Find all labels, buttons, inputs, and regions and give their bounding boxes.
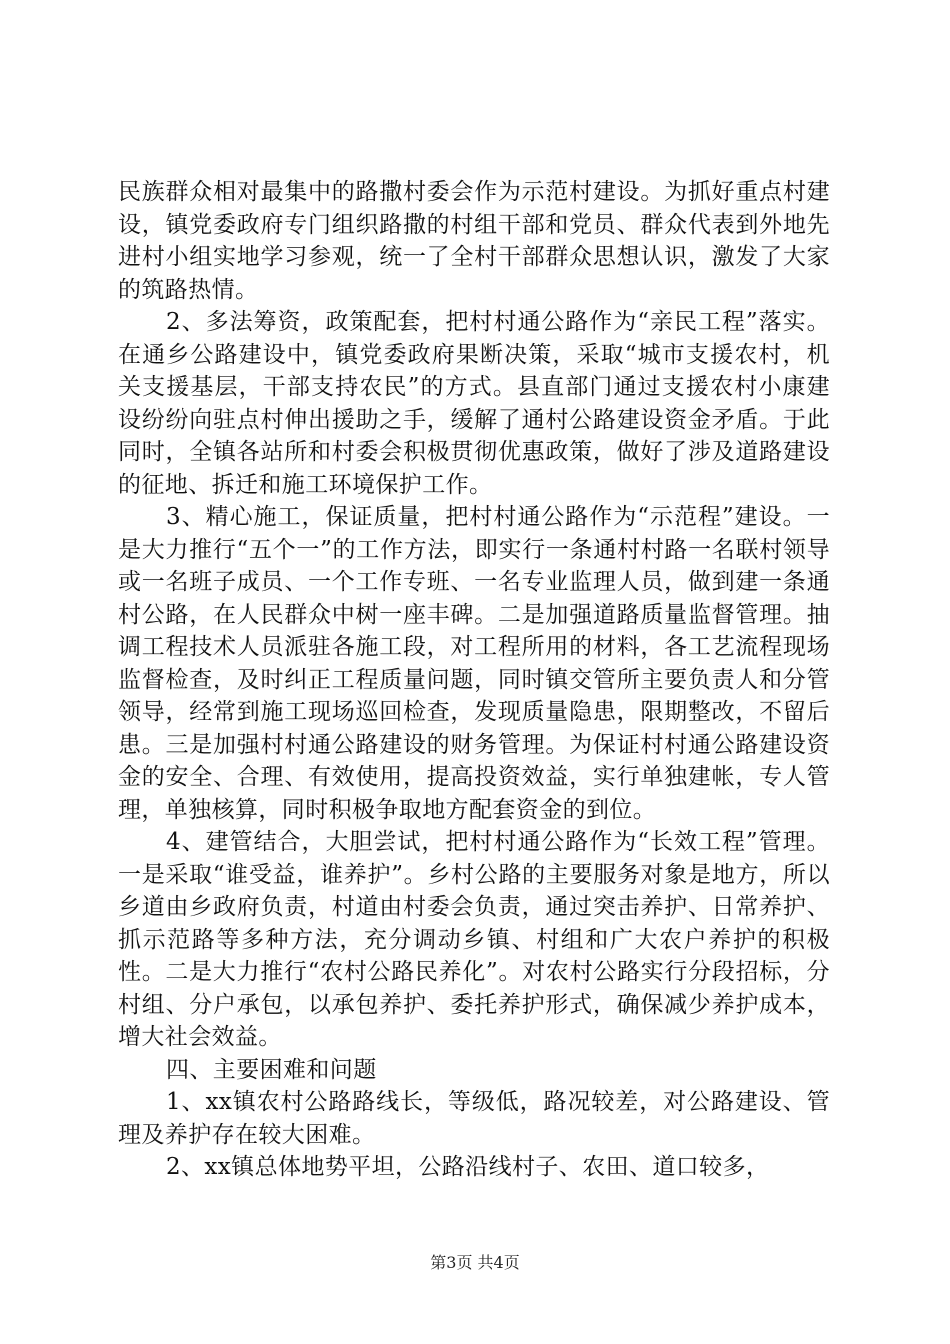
paragraph-3: 3、精心施工，保证质量，把村村通公路作为“示范程”建设。一是大力推行“五个一”的工作方法，即实行一条通村村路一名联村领导或一名班子成员、一个工作专班、一名专业监理人员，做到建一条通村公路，在人民群众中树一座丰碑。二是加强道路质量监督管理。抽调工程技术人员派驻各施工段，对工程所用的材料，各工艺流程现场监督检查，及时纠正工程质量问题，同时镇交管所主要负责人和分管领导，经常到施工现场巡回检查，发现质量隐患，限期整改，不留后患。三是加强村村通公路建设的财务管理。为保证村村通公路建设资金的安全、合理、有效使用，提高投资效益，实行单独建帐，专人管理，单独核算，同时积极争取地方配套资金的到位。 — [118, 504, 830, 823]
paragraph-5: 1、xx镇农村公路路线长，等级低，路况较差，对公路建设、管理及养护存在较大困难。 — [118, 1089, 830, 1148]
paragraph-6: 2、xx镇总体地势平坦，公路沿线村子、农田、道口较多， — [166, 1154, 770, 1180]
paragraph-4: 4、建管结合，大胆尝试，把村村通公路作为“长效工程”管理。一是采取“谁受益，谁养护”。乡村公路的主要服务对象是地方，所以乡道由乡政府负责，村道由村委会负责，通过突击养护、日常养护、抓示范路等多种方法，充分调动乡镇、村组和广大农户养护的积极性。二是大力推行“农村公路民养化”。对农村公路实行分段招标，分村组、分户承包，以承包养护、委托养护形式，确保减少养护成本，增大社会效益。 — [118, 829, 830, 1050]
page-footer: 第3页 共4页 — [430, 1253, 520, 1272]
document-body — [118, 176, 830, 1184]
paragraph-2: 2、多法筹资，政策配套，把村村通公路作为“亲民工程”落实。在通乡公路建设中，镇党委政府果断决策，采取“城市支援农村，机关支援基层，干部支持农民”的方式。县直部门通过支援农村小康建设纷纷向驻点村伸出援助之手，缓解了通村公路建设资金矛盾。于此同时，全镇各站所和村委会积极贯彻优惠政策，做好了涉及道路建设的征地、拆迁和施工环境保护工作。 — [118, 309, 830, 498]
paragraph-1: 民族群众相对最集中的路撒村委会作为示范村建设。为抓好重点村建设，镇党委政府专门组织路撒的村组干部和党员、群众代表到外地先进村小组实地学习参观，统一了全村干部群众思想认识，激发了大家的筑路热情。 — [118, 179, 830, 303]
section-heading: 四、主要困难和问题 — [166, 1056, 377, 1083]
